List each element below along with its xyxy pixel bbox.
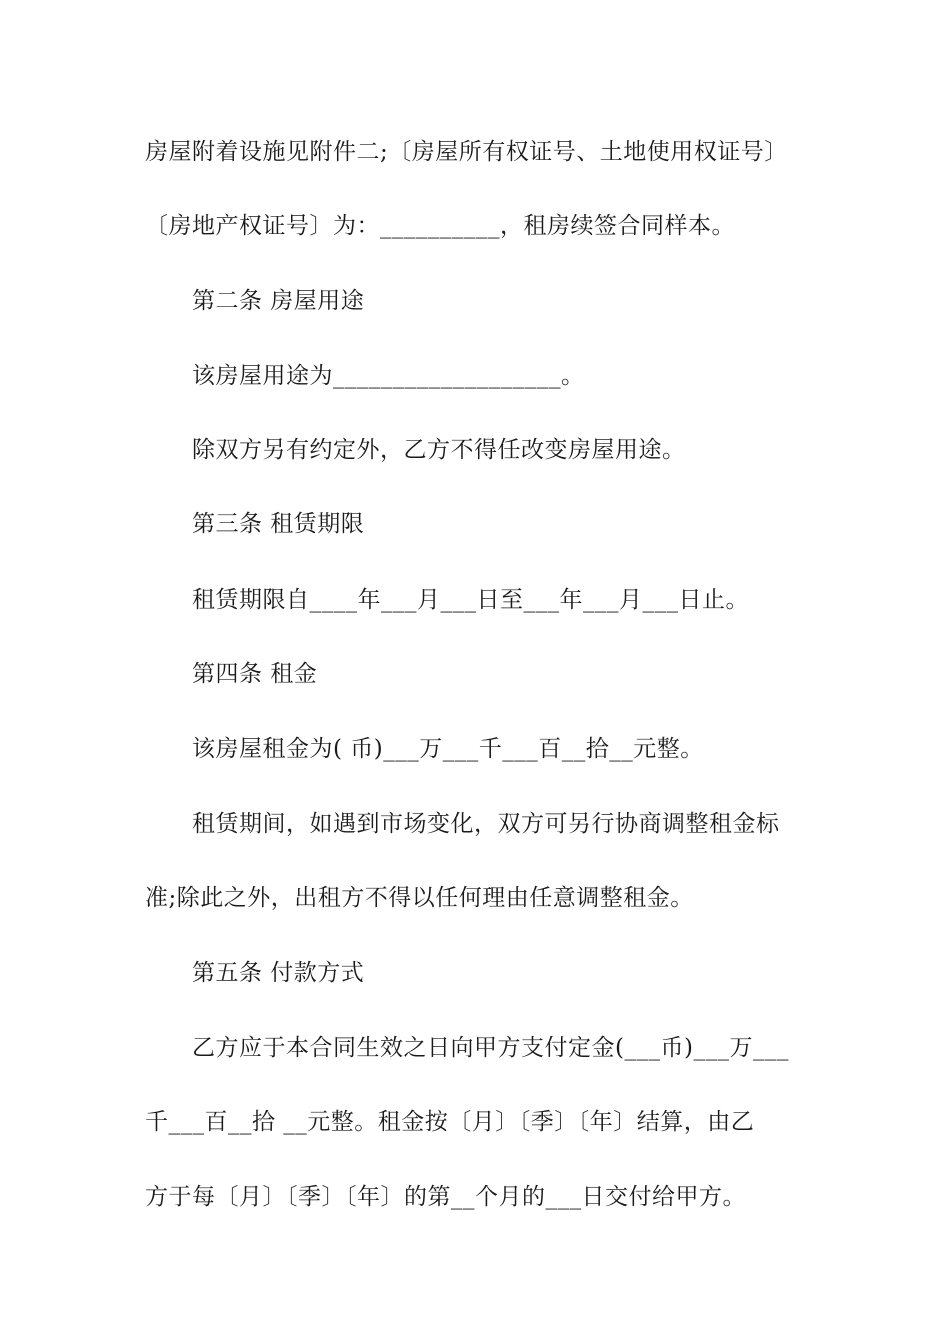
text-line-9: 该房屋租金为( 币)___万___千___百__拾__元整。: [192, 736, 704, 762]
article-2-heading: 第二条 房屋用途: [192, 288, 365, 314]
text-line-5: 除双方另有约定外，乙方不得任改变房屋用途。: [192, 437, 686, 463]
text-line-1: 房屋附着设施见附件二;〔房屋所有权证号、土地使用权证号〕: [145, 139, 788, 165]
article-3-heading: 第三条 租赁期限: [192, 511, 365, 537]
text-line-4: 该房屋用途为___________________。: [192, 363, 585, 389]
text-line-15: 方于每〔月〕〔季〕〔年〕的第__个月的___日交付给甲方。: [145, 1184, 746, 1210]
article-4-heading: 第四条 租金: [192, 661, 318, 687]
text-line-7: 租赁期限自____年___月___日至___年___月___日止。: [192, 587, 749, 613]
text-line-14: 千___百__拾 __元整。租金按〔月〕〔季〕〔年〕结算，由乙: [145, 1109, 755, 1135]
text-line-2: 〔房地产权证号〕为：__________，租房续签合同样本。: [145, 213, 735, 239]
text-line-10: 租赁期间，如遇到市场变化，双方可另行协商调整租金标: [192, 811, 780, 837]
article-5-heading: 第五条 付款方式: [192, 960, 365, 986]
text-line-11: 准;除此之外，出租方不得以任何理由任意调整租金。: [145, 885, 694, 911]
text-line-13: 乙方应于本合同生效之日向甲方支付定金(___币)___万___: [192, 1035, 789, 1061]
